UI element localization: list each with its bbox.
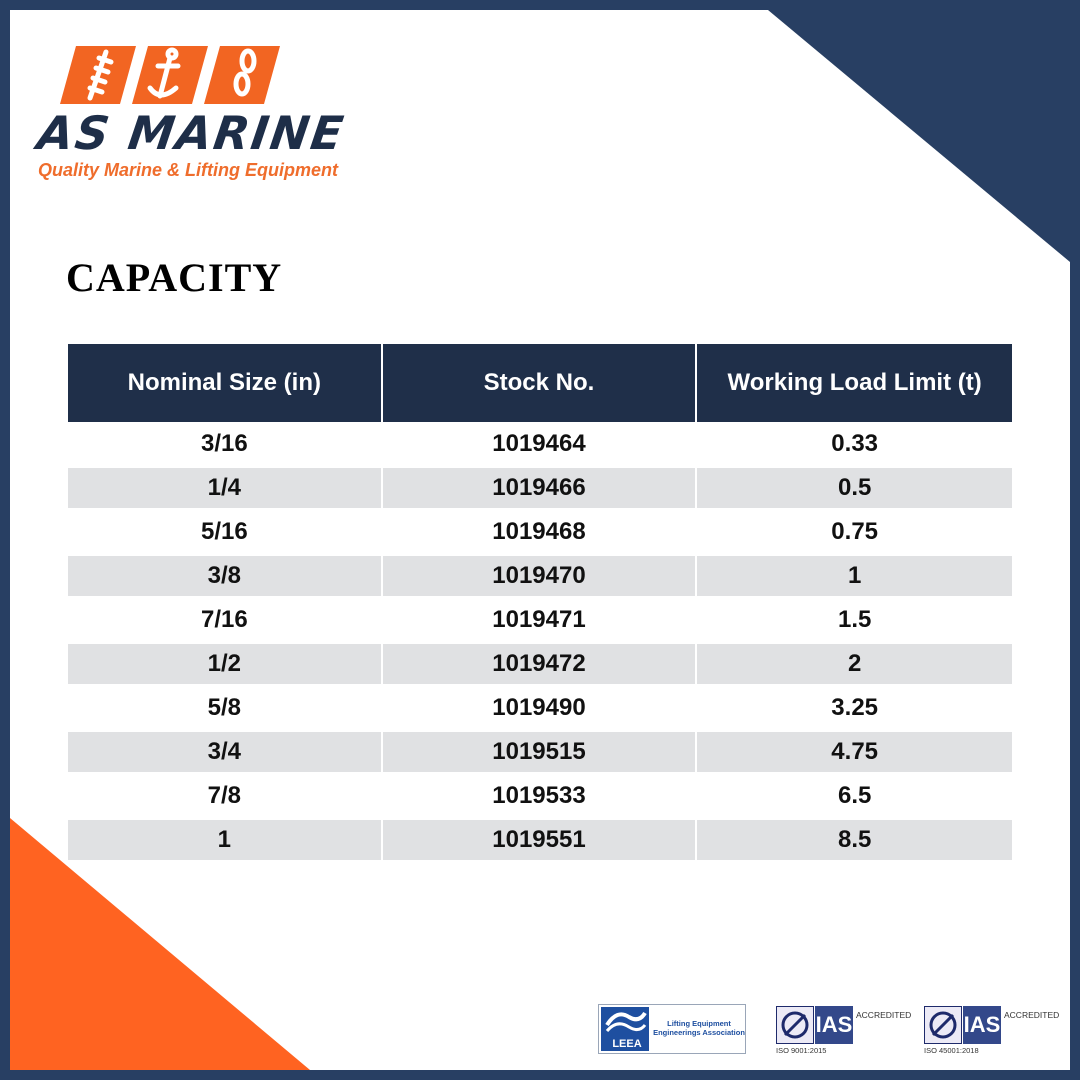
cell-working-load-limit: 0.33 <box>697 422 1012 466</box>
cell-nominal-size: 5/8 <box>68 686 383 730</box>
table-row <box>68 730 1012 774</box>
ias-logo-text: IAS <box>963 1006 1001 1044</box>
table-row <box>68 466 1012 510</box>
cell-working-load-limit: 1 <box>697 554 1012 598</box>
cell-stock-no: 1019551 <box>383 818 698 862</box>
chain-link-icon <box>601 1007 649 1037</box>
cell-stock-no: 1019533 <box>383 774 698 818</box>
globe-icon <box>925 1007 961 1043</box>
capacity-table <box>68 344 1012 862</box>
cell-stock-no: 1019515 <box>383 730 698 774</box>
ias-standard-label: ISO 45001:2018 <box>924 1046 979 1055</box>
table-row <box>68 510 1012 554</box>
table-row <box>68 642 1012 686</box>
leea-logo-icon <box>601 1007 649 1051</box>
certification-logos <box>598 1002 1058 1058</box>
corner-decoration-top-right <box>768 10 1070 262</box>
card <box>10 10 1070 1070</box>
ias-logo-text: IAS <box>815 1006 853 1044</box>
table-row <box>68 554 1012 598</box>
cell-nominal-size: 1/4 <box>68 466 383 510</box>
cell-stock-no: 1019490 <box>383 686 698 730</box>
cell-nominal-size: 7/16 <box>68 598 383 642</box>
brand-tagline: Quality Marine & Lifting Equipment <box>38 160 339 180</box>
cell-working-load-limit: 4.75 <box>697 730 1012 774</box>
cell-stock-no: 1019471 <box>383 598 698 642</box>
cell-stock-no: 1019466 <box>383 466 698 510</box>
cell-nominal-size: 3/16 <box>68 422 383 466</box>
column-header-nominal-size: Nominal Size (in) <box>68 344 383 422</box>
cell-nominal-size: 3/8 <box>68 554 383 598</box>
ias-accredited-label: ACCREDITED <box>856 1010 912 1020</box>
cell-stock-no: 1019472 <box>383 642 698 686</box>
cell-working-load-limit: 2 <box>697 642 1012 686</box>
column-header-stock-no: Stock No. <box>383 344 698 422</box>
table-row <box>68 686 1012 730</box>
table-row <box>68 598 1012 642</box>
globe-icon <box>777 1007 813 1043</box>
ias-seal-icon <box>776 1006 814 1044</box>
ias-seal-icon <box>924 1006 962 1044</box>
ias-accredited-label: ACCREDITED <box>1004 1010 1060 1020</box>
cell-working-load-limit: 6.5 <box>697 774 1012 818</box>
cell-nominal-size: 7/8 <box>68 774 383 818</box>
column-header-working-load-limit: Working Load Limit (t) <box>697 344 1012 422</box>
brand-name: AS MARINE <box>34 106 349 160</box>
cell-working-load-limit: 0.5 <box>697 466 1012 510</box>
table-row <box>68 422 1012 466</box>
cell-working-load-limit: 8.5 <box>697 818 1012 862</box>
leea-full-name: Lifting Equipment Engineerings Association <box>653 1019 745 1037</box>
cell-stock-no: 1019468 <box>383 510 698 554</box>
table-row <box>68 774 1012 818</box>
cell-stock-no: 1019470 <box>383 554 698 598</box>
ias-standard-label: ISO 9001:2015 <box>776 1046 827 1055</box>
ias-badge-iso-9001 <box>776 1006 912 1058</box>
leea-badge <box>598 1004 746 1054</box>
cell-working-load-limit: 3.25 <box>697 686 1012 730</box>
cell-stock-no: 1019464 <box>383 422 698 466</box>
cell-working-load-limit: 0.75 <box>697 510 1012 554</box>
table-row <box>68 818 1012 862</box>
leea-abbreviation: LEEA <box>612 1038 642 1050</box>
cell-nominal-size: 3/4 <box>68 730 383 774</box>
table-header-row <box>68 344 1012 422</box>
ias-badge-iso-45001 <box>924 1006 1060 1058</box>
cell-working-load-limit: 1.5 <box>697 598 1012 642</box>
cell-nominal-size: 1/2 <box>68 642 383 686</box>
cell-nominal-size: 5/16 <box>68 510 383 554</box>
page-title: CAPACITY <box>66 255 283 300</box>
cell-nominal-size: 1 <box>68 818 383 862</box>
